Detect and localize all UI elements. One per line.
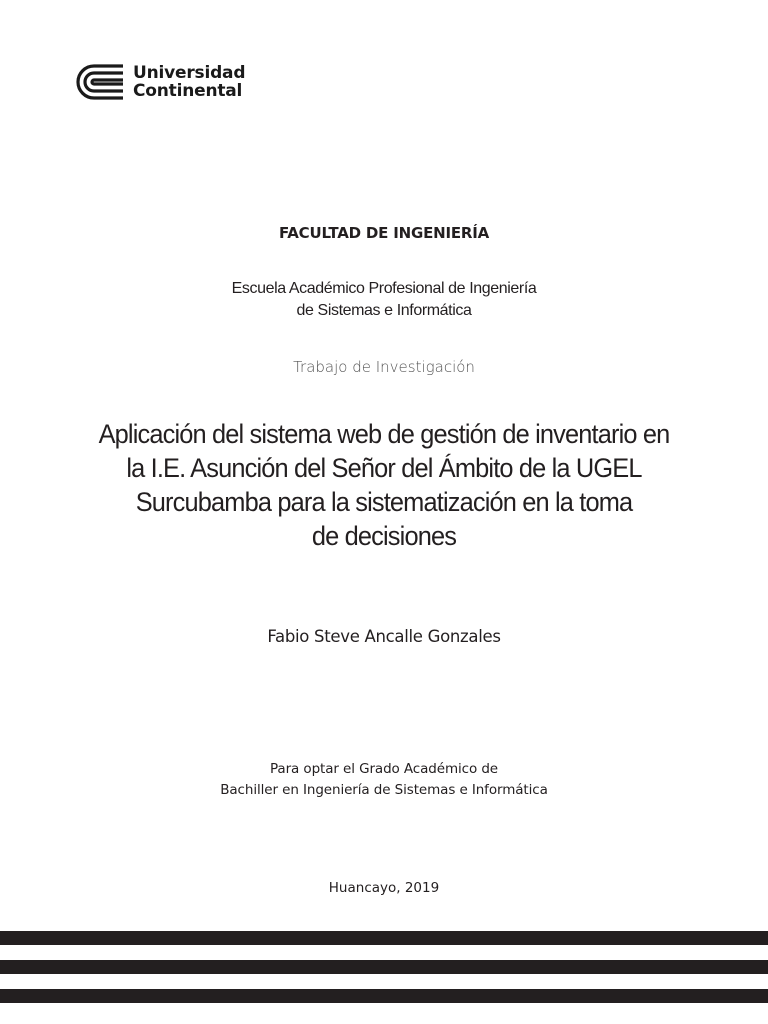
university-name xyxy=(133,64,245,100)
footer-stripe-1 xyxy=(0,931,768,945)
degree-line-1: Para optar el Grado Académico de xyxy=(269,761,499,777)
school-name-line-1: Escuela Académico Profesional de Ingeniería xyxy=(231,280,537,297)
university-logo xyxy=(75,64,245,100)
faculty-heading: FACULTAD DE INGENIERÍA xyxy=(278,224,490,242)
footer-stripe-2 xyxy=(0,960,768,974)
title-line-3: Surcubamba para la sistematización en la toma xyxy=(135,487,633,517)
university-logo-icon xyxy=(75,64,125,100)
title-line-1: Aplicación del sistema web de gestión de inventario en xyxy=(98,419,670,449)
school-name-line-2: de Sistemas e Informática xyxy=(296,302,472,319)
document-title xyxy=(23,417,745,553)
school-name xyxy=(0,278,768,322)
work-type: Trabajo de Investigación xyxy=(293,358,475,376)
university-name-line-2: Continental xyxy=(133,81,243,101)
university-name-line-1: Universidad xyxy=(133,63,246,83)
degree-statement xyxy=(0,759,768,801)
title-line-2: la I.E. Asunción del Señor del Ámbito de la UGEL xyxy=(126,453,642,483)
footer-stripe-3 xyxy=(0,989,768,1003)
author-name: Fabio Steve Ancalle Gonzales xyxy=(267,627,501,646)
title-line-4: de decisiones xyxy=(311,521,457,551)
degree-line-2: Bachiller en Ingeniería de Sistemas e Informática xyxy=(220,782,548,798)
place-and-date: Huancayo, 2019 xyxy=(328,880,440,896)
